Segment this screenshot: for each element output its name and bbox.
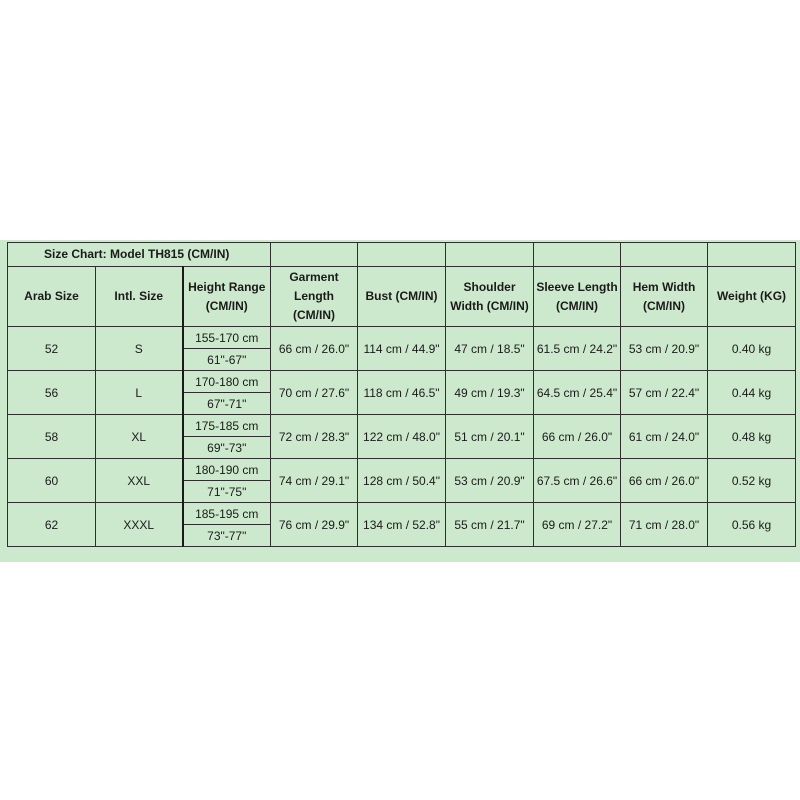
shoulder-width-cell: 51 cm / 20.1" bbox=[446, 415, 534, 459]
empty-cell bbox=[621, 243, 708, 267]
size-row bbox=[8, 371, 796, 393]
height-in-cell: 73"-77" bbox=[183, 525, 271, 547]
header-weight: Weight (KG) bbox=[708, 267, 796, 327]
sleeve-length-cell: 61.5 cm / 24.2" bbox=[534, 327, 621, 371]
sleeve-length-cell: 67.5 cm / 26.6" bbox=[534, 459, 621, 503]
weight-cell: 0.52 kg bbox=[708, 459, 796, 503]
hem-width-cell: 66 cm / 26.0" bbox=[621, 459, 708, 503]
header-shoulder-width: Shoulder Width (CM/IN) bbox=[446, 267, 534, 327]
height-cm-cell: 175-185 cm bbox=[183, 415, 271, 437]
shoulder-width-cell: 47 cm / 18.5" bbox=[446, 327, 534, 371]
garment-length-cell: 66 cm / 26.0" bbox=[271, 327, 358, 371]
hem-width-cell: 53 cm / 20.9" bbox=[621, 327, 708, 371]
size-chart-table bbox=[7, 242, 796, 547]
chart-title: Size Chart: Model TH815 (CM/IN) bbox=[8, 243, 271, 267]
header-garment-length: Garment Length (CM/IN) bbox=[271, 267, 358, 327]
sleeve-length-cell: 64.5 cm / 25.4" bbox=[534, 371, 621, 415]
bust-cell: 114 cm / 44.9" bbox=[358, 327, 446, 371]
intl-size-cell: XXL bbox=[96, 459, 183, 503]
garment-length-cell: 70 cm / 27.6" bbox=[271, 371, 358, 415]
shoulder-width-cell: 53 cm / 20.9" bbox=[446, 459, 534, 503]
size-row bbox=[8, 503, 796, 525]
empty-cell bbox=[446, 243, 534, 267]
arab-size-cell: 60 bbox=[8, 459, 96, 503]
title-row bbox=[8, 243, 796, 267]
hem-width-cell: 71 cm / 28.0" bbox=[621, 503, 708, 547]
height-cm-cell: 155-170 cm bbox=[183, 327, 271, 349]
intl-size-cell: XXXL bbox=[96, 503, 183, 547]
garment-length-cell: 76 cm / 29.9" bbox=[271, 503, 358, 547]
bust-cell: 134 cm / 52.8" bbox=[358, 503, 446, 547]
size-row bbox=[8, 415, 796, 437]
intl-size-cell: L bbox=[96, 371, 183, 415]
arab-size-cell: 56 bbox=[8, 371, 96, 415]
sleeve-length-cell: 69 cm / 27.2" bbox=[534, 503, 621, 547]
sleeve-length-cell: 66 cm / 26.0" bbox=[534, 415, 621, 459]
size-row bbox=[8, 327, 796, 349]
intl-size-cell: XL bbox=[96, 415, 183, 459]
header-sleeve-length: Sleeve Length (CM/IN) bbox=[534, 267, 621, 327]
garment-length-cell: 72 cm / 28.3" bbox=[271, 415, 358, 459]
arab-size-cell: 62 bbox=[8, 503, 96, 547]
height-cm-cell: 180-190 cm bbox=[183, 459, 271, 481]
bust-cell: 128 cm / 50.4" bbox=[358, 459, 446, 503]
arab-size-cell: 58 bbox=[8, 415, 96, 459]
size-row bbox=[8, 459, 796, 481]
shoulder-width-cell: 55 cm / 21.7" bbox=[446, 503, 534, 547]
garment-length-cell: 74 cm / 29.1" bbox=[271, 459, 358, 503]
weight-cell: 0.40 kg bbox=[708, 327, 796, 371]
empty-cell bbox=[271, 243, 358, 267]
height-in-cell: 69"-73" bbox=[183, 437, 271, 459]
intl-size-cell: S bbox=[96, 327, 183, 371]
header-intl-size: Intl. Size bbox=[96, 267, 183, 327]
height-in-cell: 61"-67" bbox=[183, 349, 271, 371]
weight-cell: 0.48 kg bbox=[708, 415, 796, 459]
weight-cell: 0.44 kg bbox=[708, 371, 796, 415]
hem-width-cell: 61 cm / 24.0" bbox=[621, 415, 708, 459]
height-in-cell: 67"-71" bbox=[183, 393, 271, 415]
height-in-cell: 71"-75" bbox=[183, 481, 271, 503]
empty-cell bbox=[534, 243, 621, 267]
shoulder-width-cell: 49 cm / 19.3" bbox=[446, 371, 534, 415]
weight-cell: 0.56 kg bbox=[708, 503, 796, 547]
height-cm-cell: 185-195 cm bbox=[183, 503, 271, 525]
empty-cell bbox=[708, 243, 796, 267]
header-arab-size: Arab Size bbox=[8, 267, 96, 327]
header-row bbox=[8, 267, 796, 327]
empty-cell bbox=[358, 243, 446, 267]
header-height-range: Height Range (CM/IN) bbox=[183, 267, 271, 327]
header-bust: Bust (CM/IN) bbox=[358, 267, 446, 327]
arab-size-cell: 52 bbox=[8, 327, 96, 371]
header-hem-width: Hem Width (CM/IN) bbox=[621, 267, 708, 327]
bust-cell: 122 cm / 48.0" bbox=[358, 415, 446, 459]
height-cm-cell: 170-180 cm bbox=[183, 371, 271, 393]
bust-cell: 118 cm / 46.5" bbox=[358, 371, 446, 415]
hem-width-cell: 57 cm / 22.4" bbox=[621, 371, 708, 415]
